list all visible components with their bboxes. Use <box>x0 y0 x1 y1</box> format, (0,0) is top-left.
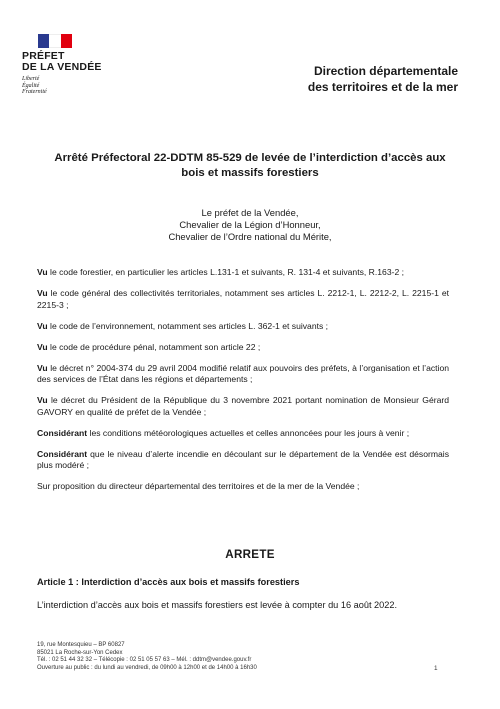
document-title <box>30 151 470 181</box>
visa-paragraph <box>37 395 449 418</box>
footer-line4: Ouverture au public : du lundi au vendredi, de 09h00 à 12h00 et de 14h00 à 16h30 <box>37 664 257 671</box>
prefecture-name-line1: PRÉFET <box>22 50 65 62</box>
article1-text: L’interdiction d’accès aux bois et massifs forestiers est levée à compter du 16 août 2022. <box>37 600 398 610</box>
visa-lead: Vu <box>37 362 48 373</box>
article1-title: Article 1 : Interdiction d’accès aux bois et massifs forestiers <box>37 577 300 587</box>
proposition-paragraph <box>37 481 449 493</box>
considerant-text: que le niveau d’alerte incendie en découlant sur le département de la Vendée est désormais plus modéré ; <box>37 448 449 471</box>
visa-lead: Vu <box>37 341 48 352</box>
visa-paragraph <box>37 342 449 354</box>
motto <box>22 76 102 96</box>
visa-text: le code général des collectivités territoriales, notamment ses articles L. 2212-1, L. 2212-2, L. 2215-1 et 2215-3 ; <box>37 287 449 310</box>
visa-text: le code de procédure pénal, notamment son article 22 ; <box>47 341 261 352</box>
motto-egalite: Égalité <box>22 82 40 89</box>
considerant-paragraph <box>37 449 449 472</box>
visas-section <box>37 267 449 502</box>
visa-paragraph <box>37 363 449 386</box>
title-line1: Arrêté Préfectoral 22-DDTM 85-529 de levée de l’interdiction d’accès aux <box>54 152 446 164</box>
visa-paragraph <box>37 321 449 333</box>
prefet-line3: Chevalier de l’Ordre national du Mérite, <box>168 231 332 242</box>
visa-paragraph <box>37 267 449 279</box>
considerant-text: les conditions météorologiques actuelles et celles annoncées pour les jours à venir ; <box>87 427 410 438</box>
visa-text: le code de l’environnement, notamment ses articles L. 362-1 et suivants ; <box>47 320 329 331</box>
visa-lead: Vu <box>37 395 48 406</box>
considerant-paragraph <box>37 428 449 440</box>
considerant-lead: Considérant <box>37 448 88 459</box>
proposition-text: Sur proposition du directeur départemental des territoires et de la mer de la Vendée ; <box>37 481 360 492</box>
visa-lead: Vu <box>37 267 48 277</box>
motto-fraternite: Fraternité <box>22 89 47 96</box>
visa-text: le décret du Président de la République du 3 novembre 2021 portant nomination de Monsieur Gérard GAVORY en qualité de préfet de la Vendée ; <box>37 395 449 417</box>
marianne-flag-icon <box>38 34 72 48</box>
motto-liberte: Liberté <box>22 76 40 82</box>
direction-heading <box>308 64 458 95</box>
prefet-line2: Chevalier de la Légion d’Honneur, <box>179 219 321 230</box>
title-line2: bois et massifs forestiers <box>181 167 319 179</box>
page-number: 1 <box>434 665 438 672</box>
direction-line2: des territoires et de la mer <box>307 79 458 94</box>
prefecture-logo <box>22 34 102 96</box>
visa-lead: Vu <box>37 287 48 298</box>
footer-address <box>37 642 257 672</box>
prefecture-name-line2: DE LA VENDÉE <box>22 61 102 73</box>
footer-line3: Tél. : 02 51 44 32 32 – Télécopie : 02 51 05 57 63 – Mél. : ddtm@vendee.gouv.fr <box>37 657 252 664</box>
prefet-block <box>40 207 460 243</box>
visa-lead: Vu <box>37 320 48 331</box>
visa-text: le décret n° 2004-374 du 29 avril 2004 modifié relatif aux pouvoirs des préfets, à l’organisation et l’action des services de l’État dans les régions et départements ; <box>37 362 449 385</box>
visa-paragraph <box>37 288 449 311</box>
arrete-heading: ARRETE <box>225 548 275 561</box>
visa-text: le code forestier, en particulier les articles L.131-1 et suivants, R. 131-4 et suivants, R.163-2 ; <box>47 267 405 277</box>
footer-line1: 19, rue Montesquieu – BP 60827 <box>37 642 125 648</box>
considerant-lead: Considérant <box>37 427 88 438</box>
footer-line2: 85021 La Roche-sur-Yon Cedex <box>37 649 123 656</box>
direction-line1: Direction départementale <box>313 64 458 78</box>
prefet-line1: Le préfet de la Vendée, <box>201 207 299 218</box>
